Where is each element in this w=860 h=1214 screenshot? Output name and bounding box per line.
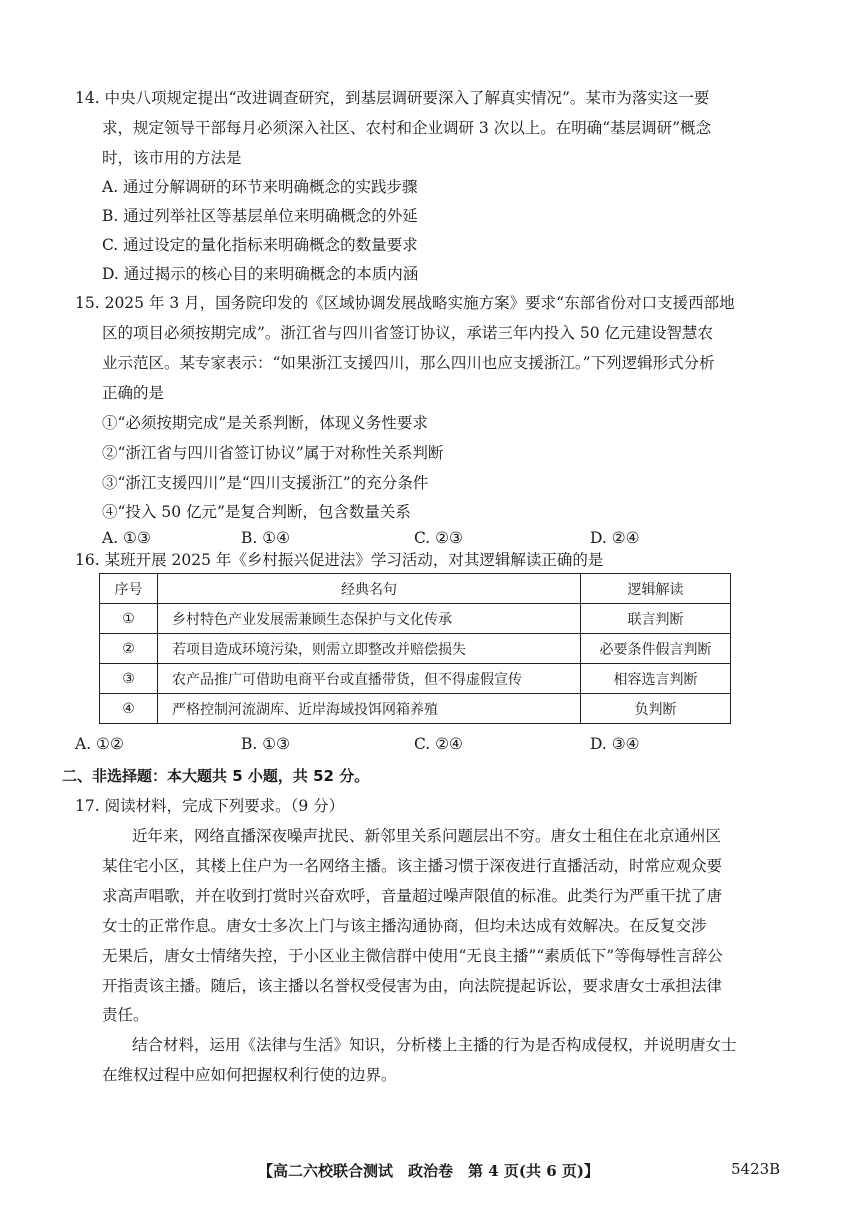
q15-stem-line-4: 正确的是 (102, 384, 165, 402)
footer-code: 5423B (731, 1160, 781, 1178)
table-cell-index: ② (100, 634, 158, 664)
q15-choice-b: B. ①④ (241, 529, 291, 547)
q17-material-line-7: 责任。 (102, 1006, 149, 1024)
q16-stem: 16. 某班开展 2025 年《乡村振兴促进法》学习活动，对其逻辑解读正确的是 (75, 551, 604, 569)
table-cell-quote: 乡村特色产业发展需兼顾生态保护与文化传承 (158, 604, 581, 634)
table-row (100, 604, 731, 634)
q15-stem-line-2: 区的项目必须按期完成”。浙江省与四川省签订协议，承诺三年内投入 50 亿元建设智慧农 (102, 324, 714, 342)
q16-choice-c: C. ②④ (414, 735, 463, 753)
q15-statement-4: ④“投入 50 亿元”是复合判断，包含数量关系 (102, 503, 411, 521)
q15-statement-3: ③“浙江支援四川”是“四川支援浙江”的充分条件 (102, 474, 429, 492)
table-cell-interpretation: 联言判断 (581, 604, 731, 634)
table-row (100, 634, 731, 664)
q16-choice-a: A. ①② (75, 735, 124, 753)
q15-stem-line-3: 业示范区。某专家表示：“如果浙江支援四川，那么四川也应支援浙江。”下列逻辑形式分析 (102, 354, 715, 372)
table-cell-interpretation: 负判断 (581, 694, 731, 724)
table-row (100, 694, 731, 724)
table-header-index: 序号 (100, 574, 158, 604)
q15-stem-line-1: 15. 2025 年 3 月，国务院印发的《区域协调发展战略实施方案》要求“东部省份对口支援西部地 (75, 294, 735, 312)
q14-option-d: D. 通过揭示的核心目的来明确概念的本质内涵 (102, 265, 419, 283)
q17-material-line-4: 女士的正常作息。唐女士多次上门与该主播沟通协商，但均未达成有效解决。在反复交涉 (102, 917, 707, 935)
table-header-row (100, 574, 731, 604)
q17-material-line-2: 某住宅小区，其楼上住户为一名网络主播。该主播习惯于深夜进行直播活动，时常应观众要 (102, 857, 723, 875)
q14-option-b: B. 通过列举社区等基层单位来明确概念的外延 (102, 207, 418, 225)
table-row (100, 664, 731, 694)
table-cell-index: ① (100, 604, 158, 634)
q17-requirement-line-2: 在维权过程中应如何把握权利行使的边界。 (102, 1066, 397, 1084)
footer-title: 【高二六校联合测试 政治卷 第 4 页(共 6 页)】 (258, 1162, 599, 1180)
q17-material-line-3: 求高声唱歌，并在收到打赏时兴奋欢呼，音量超过噪声限值的标准。此类行为严重干扰了唐 (102, 887, 723, 905)
q16-table (99, 573, 731, 724)
q16-choice-d: D. ③④ (590, 735, 640, 753)
q14-stem-line-1: 14. 中央八项规定提出“改进调查研究，到基层调研要深入了解真实情况”。某市为落实这一要 (75, 89, 710, 107)
table-cell-quote: 农产品推广可借助电商平台或直播带货，但不得虚假宣传 (158, 664, 581, 694)
table-cell-index: ④ (100, 694, 158, 724)
table-cell-interpretation: 必要条件假言判断 (581, 634, 731, 664)
table-cell-index: ③ (100, 664, 158, 694)
table-cell-quote: 严格控制河流湖库、近岸海域投饵网箱养殖 (158, 694, 581, 724)
q17-stem: 17. 阅读材料，完成下列要求。（9 分） (75, 797, 345, 815)
q16-choices (75, 735, 775, 757)
table-cell-quote: 若项目造成环境污染，则需立即整改并赔偿损失 (158, 634, 581, 664)
q14-option-c: C. 通过设定的量化指标来明确概念的数量要求 (102, 236, 418, 254)
q17-material-line-5: 无果后，唐女士情绪失控，于小区业主微信群中使用“无良主播”“素质低下”等侮辱性言辞公 (102, 947, 723, 965)
q15-choice-c: C. ②③ (414, 529, 463, 547)
table-cell-interpretation: 相容选言判断 (581, 664, 731, 694)
table-header-interpretation: 逻辑解读 (581, 574, 731, 604)
q17-requirement-line-1: 结合材料，运用《法律与生活》知识，分析楼上主播的行为是否构成侵权，并说明唐女士 (132, 1036, 737, 1054)
q15-statement-1: ①“必须按期完成”是关系判断，体现义务性要求 (102, 414, 428, 432)
q15-choice-a: A. ①③ (102, 529, 151, 547)
q17-material-line-1: 近年来，网络直播深夜噪声扰民、新邻里关系问题层出不穷。唐女士租住在北京通州区 (132, 827, 722, 845)
q16-choice-b: B. ①③ (241, 735, 291, 753)
q14-stem-line-2: 求，规定领导干部每月必须深入社区、农村和企业调研 3 次以上。在明确“基层调研”概念 (102, 119, 712, 137)
q15-statement-2: ②“浙江省与四川省签订协议”属于对称性关系判断 (102, 444, 444, 462)
q14-option-a: A. 通过分解调研的环节来明确概念的实践步骤 (102, 178, 418, 196)
section-heading: 二、非选择题：本大题共 5 小题，共 52 分。 (62, 767, 370, 785)
q14-stem-line-3: 时，该市用的方法是 (102, 149, 242, 167)
q15-choice-d: D. ②④ (590, 529, 640, 547)
table-header-quote: 经典名句 (158, 574, 581, 604)
q17-material-line-6: 开指责该主播。随后，该主播以名誉权受侵害为由，向法院提起诉讼，要求唐女士承担法律 (102, 977, 723, 995)
